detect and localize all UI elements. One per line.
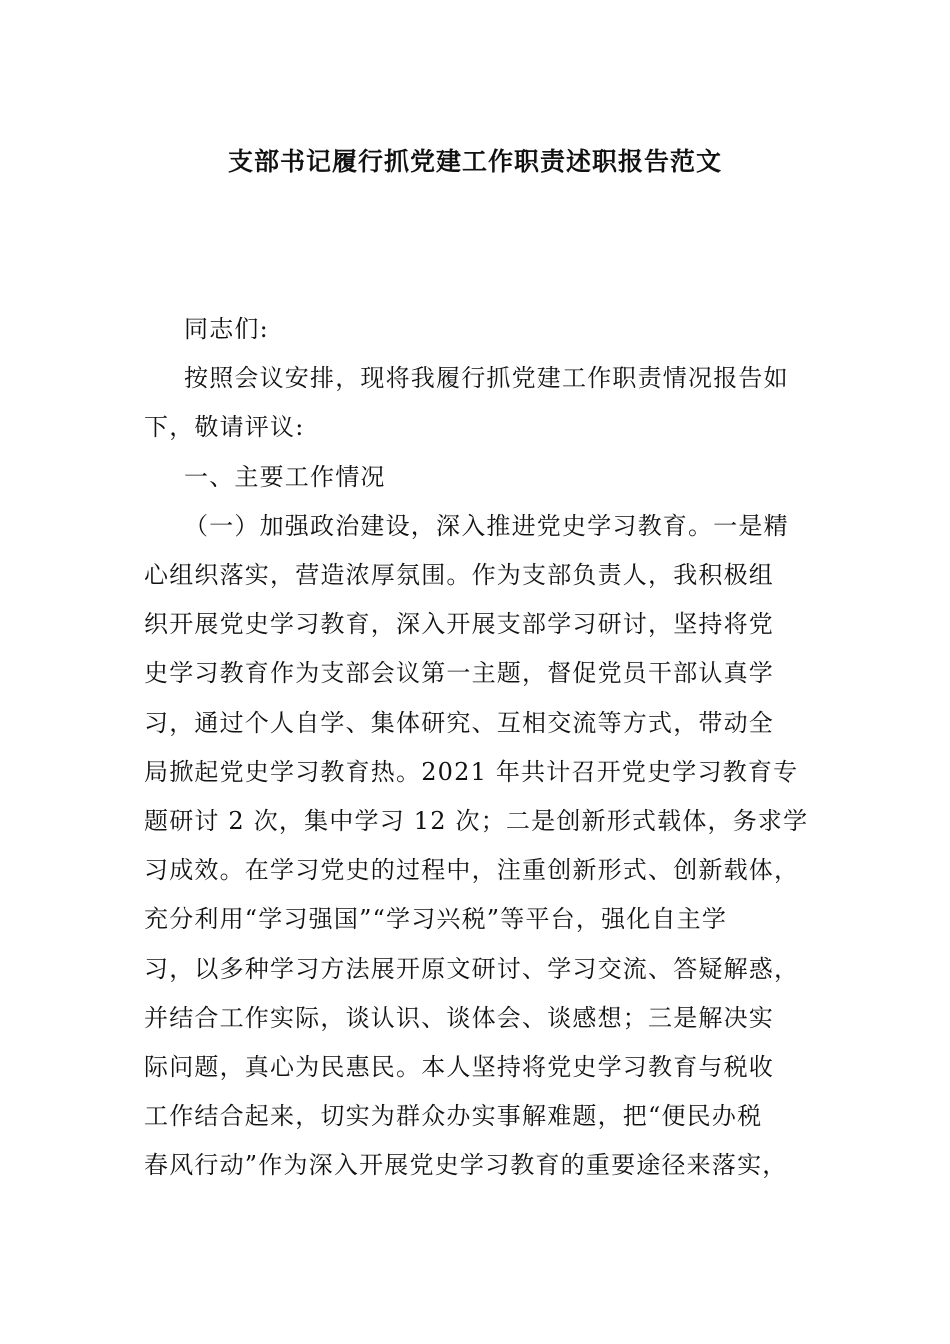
intro-paragraph [144, 354, 804, 452]
paragraph-line: 心组织落实，营造浓厚氛围。作为支部负责人，我积极组 [144, 561, 774, 590]
paragraph-line: 习，通过个人自学、集体研究、互相交流等方式，带动全 [144, 708, 774, 737]
paragraph-line: 织开展党史学习教育，深入开展支部学习研讨，坚持将党 [144, 610, 774, 639]
section-1-paragraph [144, 502, 809, 1191]
paragraph-line: 题研讨 2 次，集中学习 12 次；二是创新形式载体，务求学 [144, 807, 809, 836]
document-body [144, 305, 809, 1191]
intro-line: 按照会议安排，现将我履行抓党建工作职责情况报告如 [184, 364, 789, 393]
paragraph-line: 际问题，真心为民惠民。本人坚持将党史学习教育与税收 [144, 1053, 774, 1082]
paragraph-line: 工作结合起来，切实为群众办实事解难题，把“便民办税 [144, 1102, 763, 1131]
section-heading: 一、主要工作情况 [184, 462, 386, 491]
paragraph-line: （一）加强政治建设，深入推进党史学习教育。一是精 [184, 511, 789, 540]
paragraph-line: 春风行动”作为深入开展党史学习教育的重要途径来落实， [144, 1151, 788, 1180]
paragraph-line: 并结合工作实际，谈认识、谈体会、谈感想；三是解决实 [144, 1003, 774, 1032]
paragraph-line: 史学习教育作为支部会议第一主题，督促党员干部认真学 [144, 659, 774, 688]
paragraph-line: 习成效。在学习党史的过程中，注重创新形式、创新载体， [144, 856, 800, 885]
intro-line: 下，敬请评议: [144, 413, 305, 442]
paragraph-line: 习，以多种学习方法展开原文研讨、学习交流、答疑解惑， [144, 954, 800, 983]
paragraph-line: 充分利用“学习强国”“学习兴税”等平台，强化自主学 [144, 905, 728, 934]
document-title: 支部书记履行抓党建工作职责述职报告范文 [227, 147, 722, 176]
paragraph-line: 局掀起党史学习教育热。2021 年共计召开党史学习教育专 [144, 757, 799, 786]
salutation: 同志们: [184, 315, 269, 343]
